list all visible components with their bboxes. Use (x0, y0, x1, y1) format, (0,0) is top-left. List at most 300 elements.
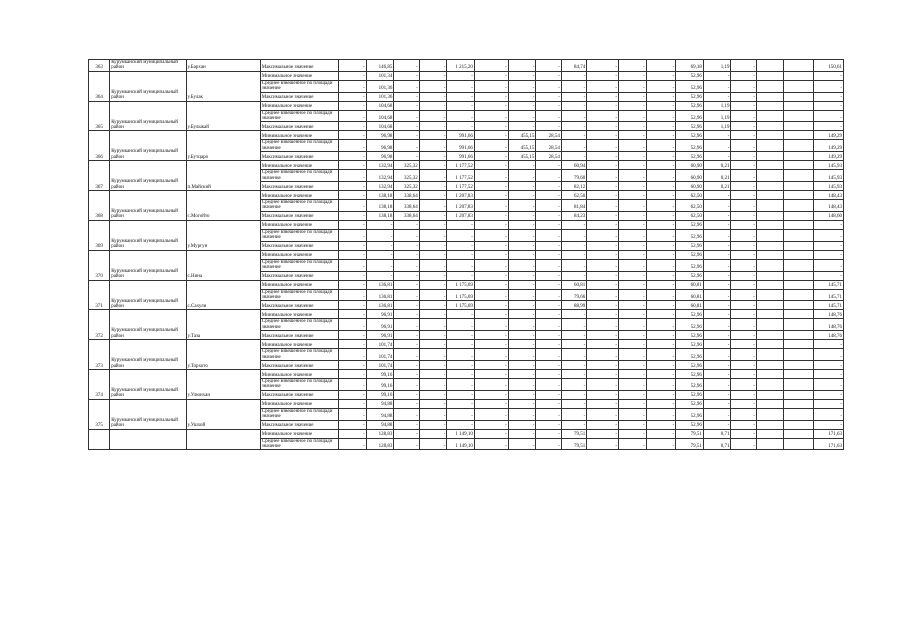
value-type-label: Среднее взвешенное по площади значение (260, 349, 338, 361)
value-cell: - (703, 369, 731, 378)
value-cell: - (561, 369, 586, 378)
value-cell: 60,81 (561, 280, 586, 289)
value-cell: - (561, 399, 586, 408)
value-cell: 171,63 (814, 438, 844, 450)
value-cell: - (536, 310, 561, 319)
row-number: 375 (89, 399, 110, 429)
value-cell: 62,50 (676, 191, 704, 200)
value-cell (756, 241, 784, 250)
value-type-label: Минимальное значение (260, 429, 338, 438)
value-cell (756, 271, 784, 280)
value-cell (756, 60, 784, 72)
value-cell: 52,96 (676, 310, 704, 319)
value-cell: - (703, 399, 731, 408)
value-cell: - (619, 191, 647, 200)
value-cell: - (814, 122, 844, 131)
value-cell: - (536, 271, 561, 280)
value-cell: - (339, 229, 367, 241)
value-cell: - (419, 390, 447, 399)
value-cell (756, 250, 784, 259)
value-cell: 96,91 (366, 331, 394, 340)
value-cell: - (587, 92, 619, 101)
value-cell: - (814, 369, 844, 378)
value-cell: 149,29 (814, 131, 844, 140)
value-cell: 991,66 (447, 131, 475, 140)
value-cell (756, 211, 784, 220)
value-cell: - (474, 229, 508, 241)
value-cell: - (814, 80, 844, 92)
value-cell: - (508, 408, 536, 420)
value-cell: - (394, 310, 419, 319)
value-cell: 60,90 (676, 182, 704, 191)
value-cell: - (339, 140, 367, 152)
value-type-label: Максимальное значение (260, 331, 338, 340)
value-cell (756, 360, 784, 369)
value-cell: - (394, 390, 419, 399)
value-type-label: Среднее взвешенное по площади значение (260, 140, 338, 152)
value-cell: - (419, 60, 447, 72)
value-cell: 99,16 (366, 378, 394, 390)
settlement-cell (186, 429, 260, 450)
value-cell (784, 211, 814, 220)
value-cell: - (646, 301, 676, 310)
district-cell (110, 429, 186, 450)
value-cell: - (366, 259, 394, 271)
value-cell: - (474, 408, 508, 420)
value-cell: - (339, 331, 367, 340)
value-cell: - (646, 92, 676, 101)
value-cell: 0,71 (703, 438, 731, 450)
value-cell: 148,60 (814, 211, 844, 220)
value-cell: - (561, 331, 586, 340)
value-cell: - (587, 349, 619, 361)
value-cell: 52,96 (676, 259, 704, 271)
value-type-label: Максимальное значение (260, 241, 338, 250)
value-cell: - (447, 101, 475, 110)
value-cell: - (447, 241, 475, 250)
value-cell: - (419, 152, 447, 161)
value-cell: - (419, 331, 447, 340)
value-cell: - (339, 211, 367, 220)
value-cell: 52,96 (676, 241, 704, 250)
value-cell: - (474, 170, 508, 182)
value-cell (784, 399, 814, 408)
value-cell: - (587, 390, 619, 399)
value-cell (784, 310, 814, 319)
value-cell (784, 71, 814, 80)
value-type-label: Максимальное значение (260, 182, 338, 191)
value-cell (784, 229, 814, 241)
value-cell: - (536, 101, 561, 110)
settlement-cell: п.Майский (186, 161, 260, 191)
value-cell: - (587, 101, 619, 110)
value-cell: - (474, 161, 508, 170)
value-cell: - (646, 319, 676, 331)
value-cell (784, 271, 814, 280)
value-cell: - (394, 349, 419, 361)
value-cell: - (474, 110, 508, 122)
value-cell: - (474, 271, 508, 280)
row-number: 374 (89, 369, 110, 399)
value-cell: - (508, 101, 536, 110)
value-cell: - (703, 331, 731, 340)
settlement-cell: у.Бархан (186, 60, 260, 72)
value-cell: - (587, 378, 619, 390)
value-type-label: Минимальное значение (260, 369, 338, 378)
value-cell: - (474, 289, 508, 301)
value-cell: 79,51 (561, 438, 586, 450)
value-cell: - (587, 191, 619, 200)
value-cell: - (561, 390, 586, 399)
value-cell: - (339, 122, 367, 131)
value-cell: - (619, 182, 647, 191)
value-cell (756, 122, 784, 131)
value-cell: 149,29 (814, 140, 844, 152)
value-cell: - (536, 229, 561, 241)
table-row (89, 250, 844, 259)
value-cell: - (339, 259, 367, 271)
value-cell: - (419, 71, 447, 80)
value-cell: - (474, 101, 508, 110)
value-cell: - (561, 80, 586, 92)
value-cell: 1,19 (703, 122, 731, 131)
value-cell: - (814, 349, 844, 361)
value-cell: 132,94 (366, 170, 394, 182)
value-cell: 101,74 (366, 349, 394, 361)
value-cell (756, 349, 784, 361)
value-cell (784, 280, 814, 289)
value-cell: - (561, 340, 586, 349)
value-cell (784, 60, 814, 72)
value-cell: 52,96 (676, 340, 704, 349)
value-cell: 148,43 (814, 200, 844, 212)
value-cell: - (703, 140, 731, 152)
value-cell: - (731, 378, 756, 390)
value-cell: 60,90 (676, 161, 704, 170)
value-cell: 1 175,69 (447, 280, 475, 289)
value-cell: 60,94 (561, 161, 586, 170)
value-cell: - (339, 429, 367, 438)
value-cell: - (619, 200, 647, 212)
value-cell: 52,96 (676, 408, 704, 420)
value-cell: 96,91 (366, 319, 394, 331)
value-cell: - (731, 271, 756, 280)
value-cell: - (703, 241, 731, 250)
value-cell: - (731, 259, 756, 271)
value-cell: 136,81 (366, 289, 394, 301)
value-cell (756, 408, 784, 420)
value-cell: - (561, 152, 586, 161)
table-row (89, 191, 844, 200)
value-cell: - (339, 241, 367, 250)
value-cell: - (447, 349, 475, 361)
value-cell (784, 289, 814, 301)
value-cell: - (536, 110, 561, 122)
value-cell: - (536, 170, 561, 182)
value-cell: - (731, 301, 756, 310)
value-cell: - (339, 420, 367, 429)
value-cell: - (536, 191, 561, 200)
row-number: 365 (89, 101, 110, 131)
value-cell: - (731, 152, 756, 161)
value-cell (784, 200, 814, 212)
value-cell: 52,96 (676, 92, 704, 101)
value-cell (756, 340, 784, 349)
district-cell: Курумканский муниципальный район (110, 280, 186, 310)
value-cell (756, 390, 784, 399)
value-cell: 0,21 (703, 161, 731, 170)
value-cell (756, 110, 784, 122)
value-cell: - (339, 310, 367, 319)
value-cell: 52,96 (676, 390, 704, 399)
district-cell: Курумканский муниципальный район (110, 191, 186, 221)
value-cell: 136,81 (366, 280, 394, 289)
value-cell: 148,43 (814, 191, 844, 200)
value-cell: 145,93 (814, 170, 844, 182)
value-cell: - (646, 140, 676, 152)
value-cell: - (536, 301, 561, 310)
value-cell: - (474, 191, 508, 200)
value-cell: - (536, 80, 561, 92)
value-type-label: Среднее взвешенное по площади значение (260, 80, 338, 92)
value-cell: - (394, 271, 419, 280)
value-type-label: Минимальное значение (260, 71, 338, 80)
value-cell: - (587, 71, 619, 80)
value-cell: - (366, 220, 394, 229)
value-cell: - (561, 360, 586, 369)
value-cell (784, 340, 814, 349)
value-cell: - (703, 319, 731, 331)
value-cell: - (619, 420, 647, 429)
value-cell: - (447, 271, 475, 280)
value-cell: - (731, 80, 756, 92)
district-cell: Курумканский муниципальный район (110, 220, 186, 250)
value-cell: - (536, 280, 561, 289)
value-cell: - (561, 71, 586, 80)
value-cell (784, 152, 814, 161)
value-cell: 96,91 (366, 310, 394, 319)
value-cell: - (587, 271, 619, 280)
value-cell: - (731, 399, 756, 408)
value-cell: - (394, 319, 419, 331)
settlement-cell: у.Булыкай (186, 101, 260, 131)
value-cell: - (587, 289, 619, 301)
value-cell (784, 438, 814, 450)
value-cell: - (561, 310, 586, 319)
value-cell: - (536, 220, 561, 229)
value-cell: 52,96 (676, 349, 704, 361)
value-cell: 99,16 (366, 390, 394, 399)
value-cell: - (394, 229, 419, 241)
value-cell: - (619, 161, 647, 170)
value-cell: - (447, 360, 475, 369)
value-cell: - (619, 241, 647, 250)
value-cell (756, 101, 784, 110)
value-cell: - (536, 378, 561, 390)
value-cell: - (536, 319, 561, 331)
value-cell (784, 122, 814, 131)
value-cell: - (508, 289, 536, 301)
table-row (89, 280, 844, 289)
value-cell: - (447, 369, 475, 378)
value-type-label: Среднее взвешенное по площади значение (260, 408, 338, 420)
value-cell (784, 378, 814, 390)
value-cell: 84,74 (561, 60, 586, 72)
value-cell: - (474, 71, 508, 80)
value-cell: - (731, 60, 756, 72)
value-cell: 52,96 (676, 101, 704, 110)
value-cell: - (731, 310, 756, 319)
value-cell: - (731, 211, 756, 220)
value-type-label: Максимальное значение (260, 211, 338, 220)
value-cell: - (419, 340, 447, 349)
value-cell: 128,83 (366, 429, 394, 438)
value-cell: - (646, 152, 676, 161)
value-type-label: Максимальное значение (260, 271, 338, 280)
value-cell: 991,66 (447, 140, 475, 152)
value-cell: 28,54 (536, 140, 561, 152)
value-cell: - (508, 378, 536, 390)
value-cell (784, 131, 814, 140)
value-cell: - (814, 101, 844, 110)
value-cell: - (394, 241, 419, 250)
value-cell: 52,96 (676, 140, 704, 152)
value-cell: - (366, 229, 394, 241)
value-cell: - (419, 399, 447, 408)
value-cell: 28,54 (536, 131, 561, 140)
value-cell: 62,50 (561, 191, 586, 200)
value-cell: - (339, 271, 367, 280)
value-cell: - (474, 60, 508, 72)
value-cell: - (619, 301, 647, 310)
value-cell (784, 331, 814, 340)
value-cell: - (447, 92, 475, 101)
value-cell: - (646, 250, 676, 259)
value-cell (784, 390, 814, 399)
value-cell: - (447, 399, 475, 408)
value-cell: - (508, 369, 536, 378)
value-cell: 146,85 (366, 60, 394, 72)
value-cell: - (646, 378, 676, 390)
value-cell: - (587, 250, 619, 259)
settlement-cell: с.Нина (186, 250, 260, 280)
district-cell: Курумканский муниципальный район (110, 161, 186, 191)
value-cell: - (339, 349, 367, 361)
value-cell (756, 378, 784, 390)
value-cell: - (814, 390, 844, 399)
value-cell: - (339, 182, 367, 191)
value-cell: - (447, 340, 475, 349)
value-type-label: Среднее взвешенное по площади значение (260, 378, 338, 390)
value-type-label: Среднее взвешенное по площади значение (260, 438, 338, 450)
value-cell: - (419, 200, 447, 212)
value-type-label: Максимальное значение (260, 152, 338, 161)
value-cell (784, 360, 814, 369)
value-cell: - (508, 301, 536, 310)
value-cell: - (646, 60, 676, 72)
value-cell: - (561, 131, 586, 140)
value-cell: 148,76 (814, 319, 844, 331)
value-type-label: Среднее взвешенное по площади значение (260, 200, 338, 212)
district-cell: Курумканский муниципальный район (110, 101, 186, 131)
value-cell: - (646, 280, 676, 289)
value-cell: 145,71 (814, 289, 844, 301)
value-cell: - (419, 131, 447, 140)
value-cell: - (339, 220, 367, 229)
value-cell (756, 71, 784, 80)
value-cell: - (508, 438, 536, 450)
value-cell: - (419, 161, 447, 170)
value-cell: - (419, 369, 447, 378)
value-cell: - (703, 71, 731, 80)
value-cell: 338,64 (394, 211, 419, 220)
value-cell: - (419, 250, 447, 259)
value-cell: - (619, 80, 647, 92)
value-type-label: Максимальное значение (260, 360, 338, 369)
value-cell: - (339, 378, 367, 390)
value-cell: - (561, 378, 586, 390)
value-cell: - (731, 161, 756, 170)
value-cell: - (731, 331, 756, 340)
value-cell: - (587, 140, 619, 152)
value-cell: 1 175,69 (447, 289, 475, 301)
value-cell: 52,96 (676, 378, 704, 390)
value-cell: - (474, 80, 508, 92)
value-cell: 96,98 (366, 131, 394, 140)
value-cell: - (587, 310, 619, 319)
value-cell: - (394, 250, 419, 259)
value-cell: - (339, 369, 367, 378)
value-cell: - (508, 71, 536, 80)
value-type-label: Минимальное значение (260, 191, 338, 200)
value-cell (756, 229, 784, 241)
value-cell: - (339, 191, 367, 200)
value-cell: - (508, 420, 536, 429)
value-cell (784, 110, 814, 122)
row-number (89, 429, 110, 450)
value-type-label: Максимальное значение (260, 92, 338, 101)
value-cell: - (419, 301, 447, 310)
value-cell: 101,74 (366, 340, 394, 349)
value-cell: - (536, 161, 561, 170)
value-cell: - (394, 71, 419, 80)
value-cell: - (619, 340, 647, 349)
value-cell: - (339, 200, 367, 212)
value-cell: - (561, 319, 586, 331)
value-cell: 52,96 (676, 420, 704, 429)
value-cell: - (394, 289, 419, 301)
value-cell: - (536, 259, 561, 271)
table-row (89, 71, 844, 80)
value-cell: - (394, 340, 419, 349)
value-cell: - (339, 170, 367, 182)
value-cell (784, 140, 814, 152)
value-cell: 52,96 (676, 250, 704, 259)
value-cell: - (474, 131, 508, 140)
value-cell: - (731, 191, 756, 200)
value-type-label: Максимальное значение (260, 390, 338, 399)
value-cell: - (339, 80, 367, 92)
value-cell: - (731, 289, 756, 301)
value-cell: - (587, 131, 619, 140)
value-cell: 325,32 (394, 161, 419, 170)
value-cell: - (339, 71, 367, 80)
value-cell (784, 429, 814, 438)
value-cell: 0,21 (703, 182, 731, 191)
value-cell: 101,36 (366, 92, 394, 101)
value-cell: - (474, 200, 508, 212)
value-cell: - (587, 170, 619, 182)
